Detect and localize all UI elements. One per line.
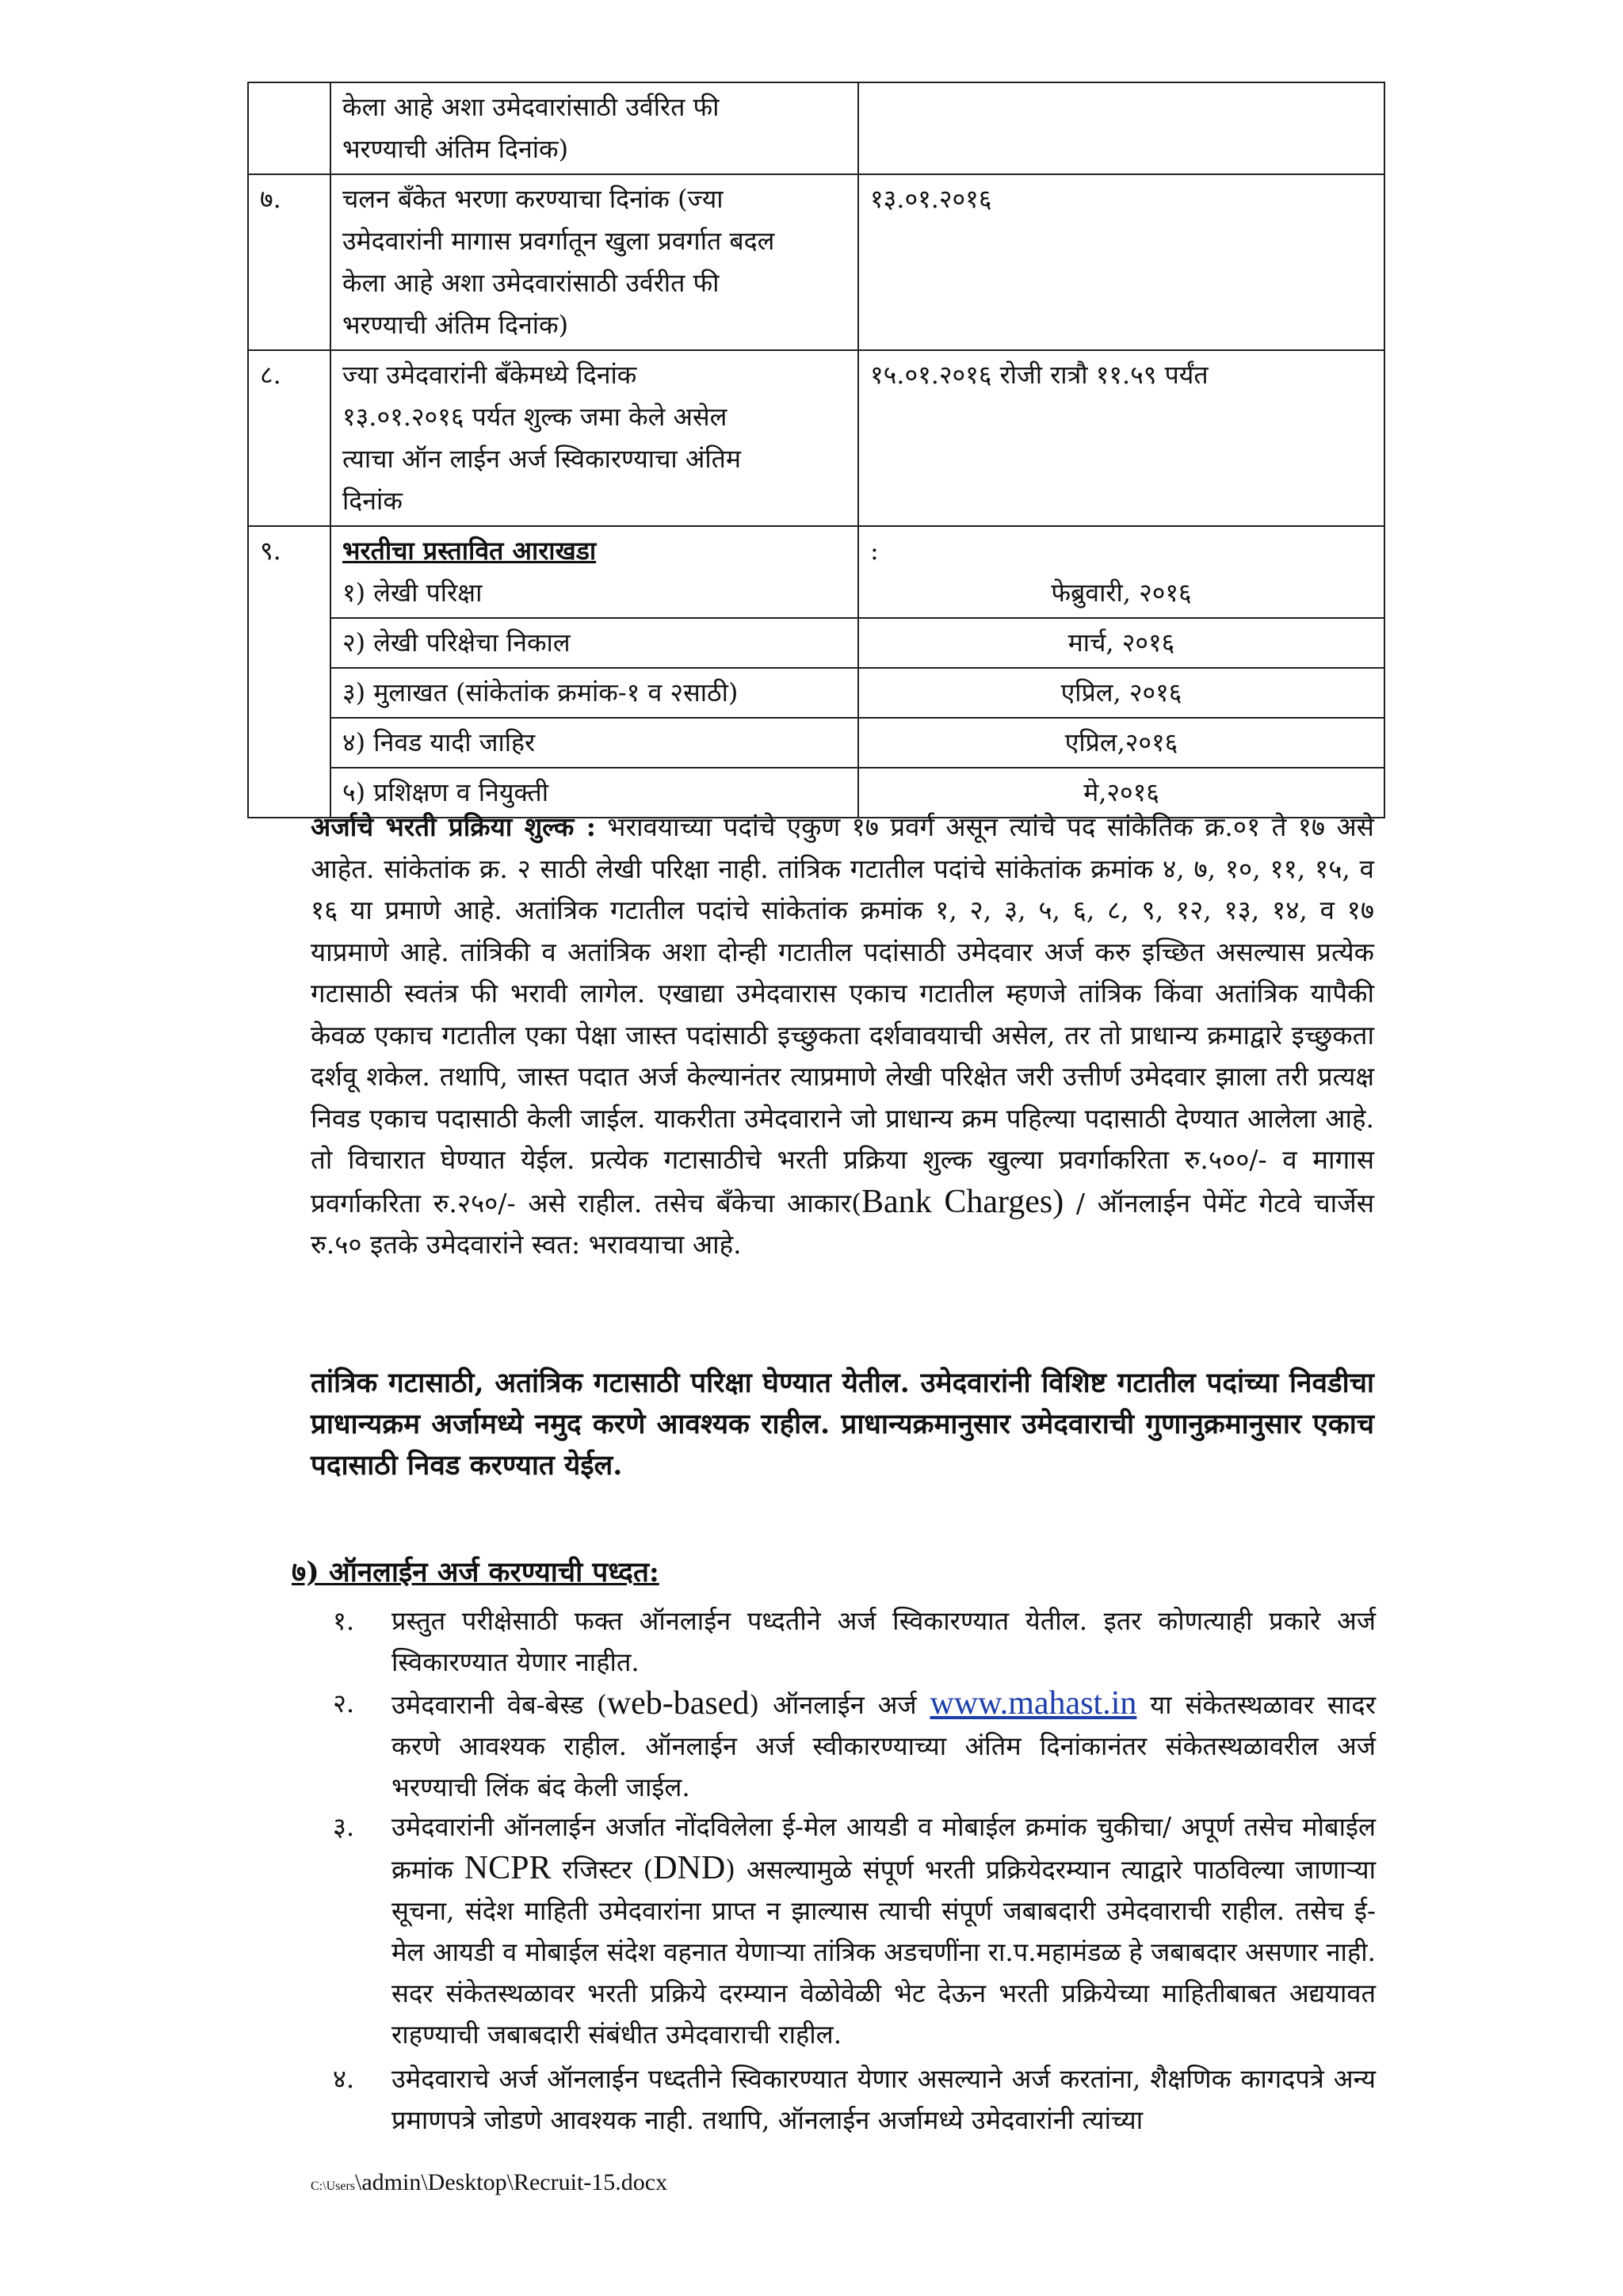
row-date: १५.०१.२०१६ रोजी रात्रौ ११.५९ पर्यंत [858, 350, 1384, 526]
row-number: ९. [248, 526, 330, 818]
list-item: १. प्रस्तुत परीक्षेसाठी फक्त ऑनलाईन पध्दतीने अर्ज स्विकारण्यात येतील. इतर कोणत्याही प्रकारे अर्ज स्विकारण्यात येणार नाहीत. [333, 1606, 1376, 1677]
row-date: मे,२०१६ [858, 768, 1384, 818]
table-row [248, 718, 1384, 768]
row-description: चलन बँकेत भरणा करण्याचा दिनांक (ज्या उमेदवारांनी मागास प्रवर्गातून खुला प्रवर्गात बदल केला आहे अशा उमेदवारांसाठी उर्वरीत फी भरण्याची अंतिम दिनांक) [330, 174, 858, 350]
row-description: भरतीचा प्रस्तावित आराखडा १) लेखी परिक्षा [330, 526, 858, 618]
row-date: एप्रिल, २०१६ [858, 668, 1384, 718]
row-description: ज्या उमेदवारांनी बँकेमध्ये दिनांक १३.०१.२०१६ पर्यत शुल्क जमा केले असेल त्याचा ऑन लाईन अर्ज स्विकारण्याचा अंतिम दिनांक [330, 350, 858, 526]
file-path-footer: C:\Users\admin\Desktop\Recruit-15.docx [311, 2169, 668, 2195]
table-row [248, 350, 1384, 526]
fee-title: अर्जाचे भरती प्रक्रिया शुल्क : [311, 811, 596, 842]
row-description: केला आहे अशा उमेदवारांसाठी उर्वरित फी भरण्याची अंतिम दिनांक) [330, 82, 858, 174]
fee-paragraph: अर्जाचे भरती प्रक्रिया शुल्क : भरावयाच्या पदांचे एकुण १७ प्रवर्ग असून त्यांचे पद सांकेतिक क्र.०१ ते १७ असे आहेत. सांकेतांक क्र. २ साठी लेखी परिक्षा नाही. तांत्रिक गटातील पदांचे सांकेतांक क्रमांक ४, ७, १०, ११, १५, व १६ या प्रमाणे आहे. अतांत्रिक गटातील पदांचे सांकेतांक क्रमांक १, २, ३, ५, ६, ८, ९, १२, १३, १४, व १७ याप्रमाणे आहे. तांत्रिकी व अतांत्रिक अशा दोन्ही गटातील पदांसाठी उमेदवार अर्ज करु इच्छित असल्यास प्रत्येक गटासाठी स्वतंत्र फी भरावी लागेल. एखाद्या उमेदवारास एकाच गटातील म्हणजे तांत्रिक किंवा अतांत्रिक यापैकी केवळ एकाच गटातील एका पेक्षा जास्त पदांसाठी इच्छुकता दर्शवावयाची असेल, तर तो प्राधान्य क्रमाद्वारे इच्छुकता दर्शवू शकेल. तथापि, जास्त पदात अर्ज केल्यानंतर त्याप्रमाणे लेखी परिक्षेत जरी उत्तीर्ण उमेदवार झाला तरी प्रत्यक्ष निवड एकाच पदासाठी केली जाईल. याकरीता उमेदवाराने जो प्राधान्य क्रम पहिल्या पदासाठी देण्यात आलेला आहे. तो विचारात घेण्यात येईल. प्रत्येक गटासाठीचे भरती प्रक्रिया शुल्क खुल्या प्रवर्गाकरिता रु.५००/- व मागास प्रवर्गाकरिता रु.२५०/- असे राहील. तसेच बँकेचा आकार(Bank Charges) / ऑनलाईन पेमेंट गेटवे चार्जेस रु.५० इतके उमेदवारांने स्वत: भरावयाचा आहे. [311, 811, 1375, 1260]
schedule-table [247, 82, 1385, 818]
list-item: ३. उमेदवारांनी ऑनलाईन अर्जात नोंदविलेला ई-मेल आयडी व मोबाईल क्रमांक चुकीचा/ अपूर्ण तसेच मोबाईल क्रमांक NCPR रजिस्टर (DND) असल्यामुळे संपूर्ण भरती प्रक्रियेदरम्यान त्याद्वारे पाठविल्या जाणाऱ्या सूचना, संदेश माहिती उमेदवारांना प्राप्त न झाल्यास त्याची संपूर्ण जबाबदारी उमेदवाराची राहील. तसेच ई-मेल आयडी व मोबाईल संदेश वहनात येणाऱ्या तांत्रिक अडचणींना रा.प.महामंडळ हे जबाबदार असणार नाही. सदर संकेतस्थळावर भरती प्रक्रिये दरम्यान वेळोवेळी भेट देऊन भरती प्रक्रियेच्या माहितीबाबत अद्ययावत राहण्याची जबाबदारी संबंधीत उमेदवाराची राहील. [333, 1812, 1376, 2050]
list-item: ४. उमेदवाराचे अर्ज ऑनलाईन पध्दतीने स्विकारण्यात येणार असल्याने अर्ज करतांना, शैक्षणिक कागदपत्रे अन्य प्रमाणपत्रे जोडणे आवश्यक नाही. तथापि, ऑनलाईन अर्जामध्ये उमेदवारांनी त्यांच्या [333, 2064, 1376, 2135]
table-row [248, 618, 1384, 668]
row-date: मार्च, २०१६ [858, 618, 1384, 668]
row-date [858, 82, 1384, 174]
online-section-heading: ७) ऑनलाईन अर्ज करण्याची पध्दत: [292, 1556, 659, 1589]
row-description: २) लेखी परिक्षेचा निकाल [330, 618, 858, 668]
list-item: २. उमेदवारानी वेब-बेस्ड (web-based) ऑनलाईन अर्ज www.mahast.in या संकेतस्थळावर सादर करणे आवश्यक राहील. ऑनलाईन अर्ज स्वीकारण्याच्या अंतिम दिनांकानंतर संकेतस्थळावरील अर्ज भरण्याची लिंक बंद केली जाईल. [333, 1685, 1376, 1802]
row-number: ७. [248, 174, 330, 350]
table-row [248, 526, 1384, 618]
table-row [248, 174, 1384, 350]
bank-charges-text: Bank Charges) [861, 1183, 1064, 1220]
row-date: : फेब्रुवारी, २०१६ [858, 526, 1384, 618]
schedule-heading: भरतीचा प्रस्तावित आराखडा [342, 536, 597, 566]
row-date: १३.०१.२०१६ [858, 174, 1384, 350]
row-description: ५) प्रशिक्षण व नियुक्ती [330, 768, 858, 818]
row-number: ८. [248, 350, 330, 526]
website-link[interactable]: www.mahast.in [930, 1685, 1137, 1722]
row-date: एप्रिल,२०१६ [858, 718, 1384, 768]
row-description: ३) मुलाखत (सांकेतांक क्रमांक-१ व २साठी) [330, 668, 858, 718]
table-row [248, 668, 1384, 718]
table-row [248, 82, 1384, 174]
row-description: ४) निवड यादी जाहिर [330, 718, 858, 768]
group-priority-note: तांत्रिक गटासाठी, अतांत्रिक गटासाठी परिक्षा घेण्यात येतील. उमेदवारांनी विशिष्ट गटातील पदांच्या निवडीचा प्राधान्यक्रम अर्जामध्ये नमुद करणे आवश्यक राहील. प्राधान्यक्रमानुसार उमेदवाराची गुणानुक्रमानुसार एकाच पदासाठी निवड करण्यात येईल. [311, 1367, 1374, 1482]
row-number [248, 82, 330, 174]
